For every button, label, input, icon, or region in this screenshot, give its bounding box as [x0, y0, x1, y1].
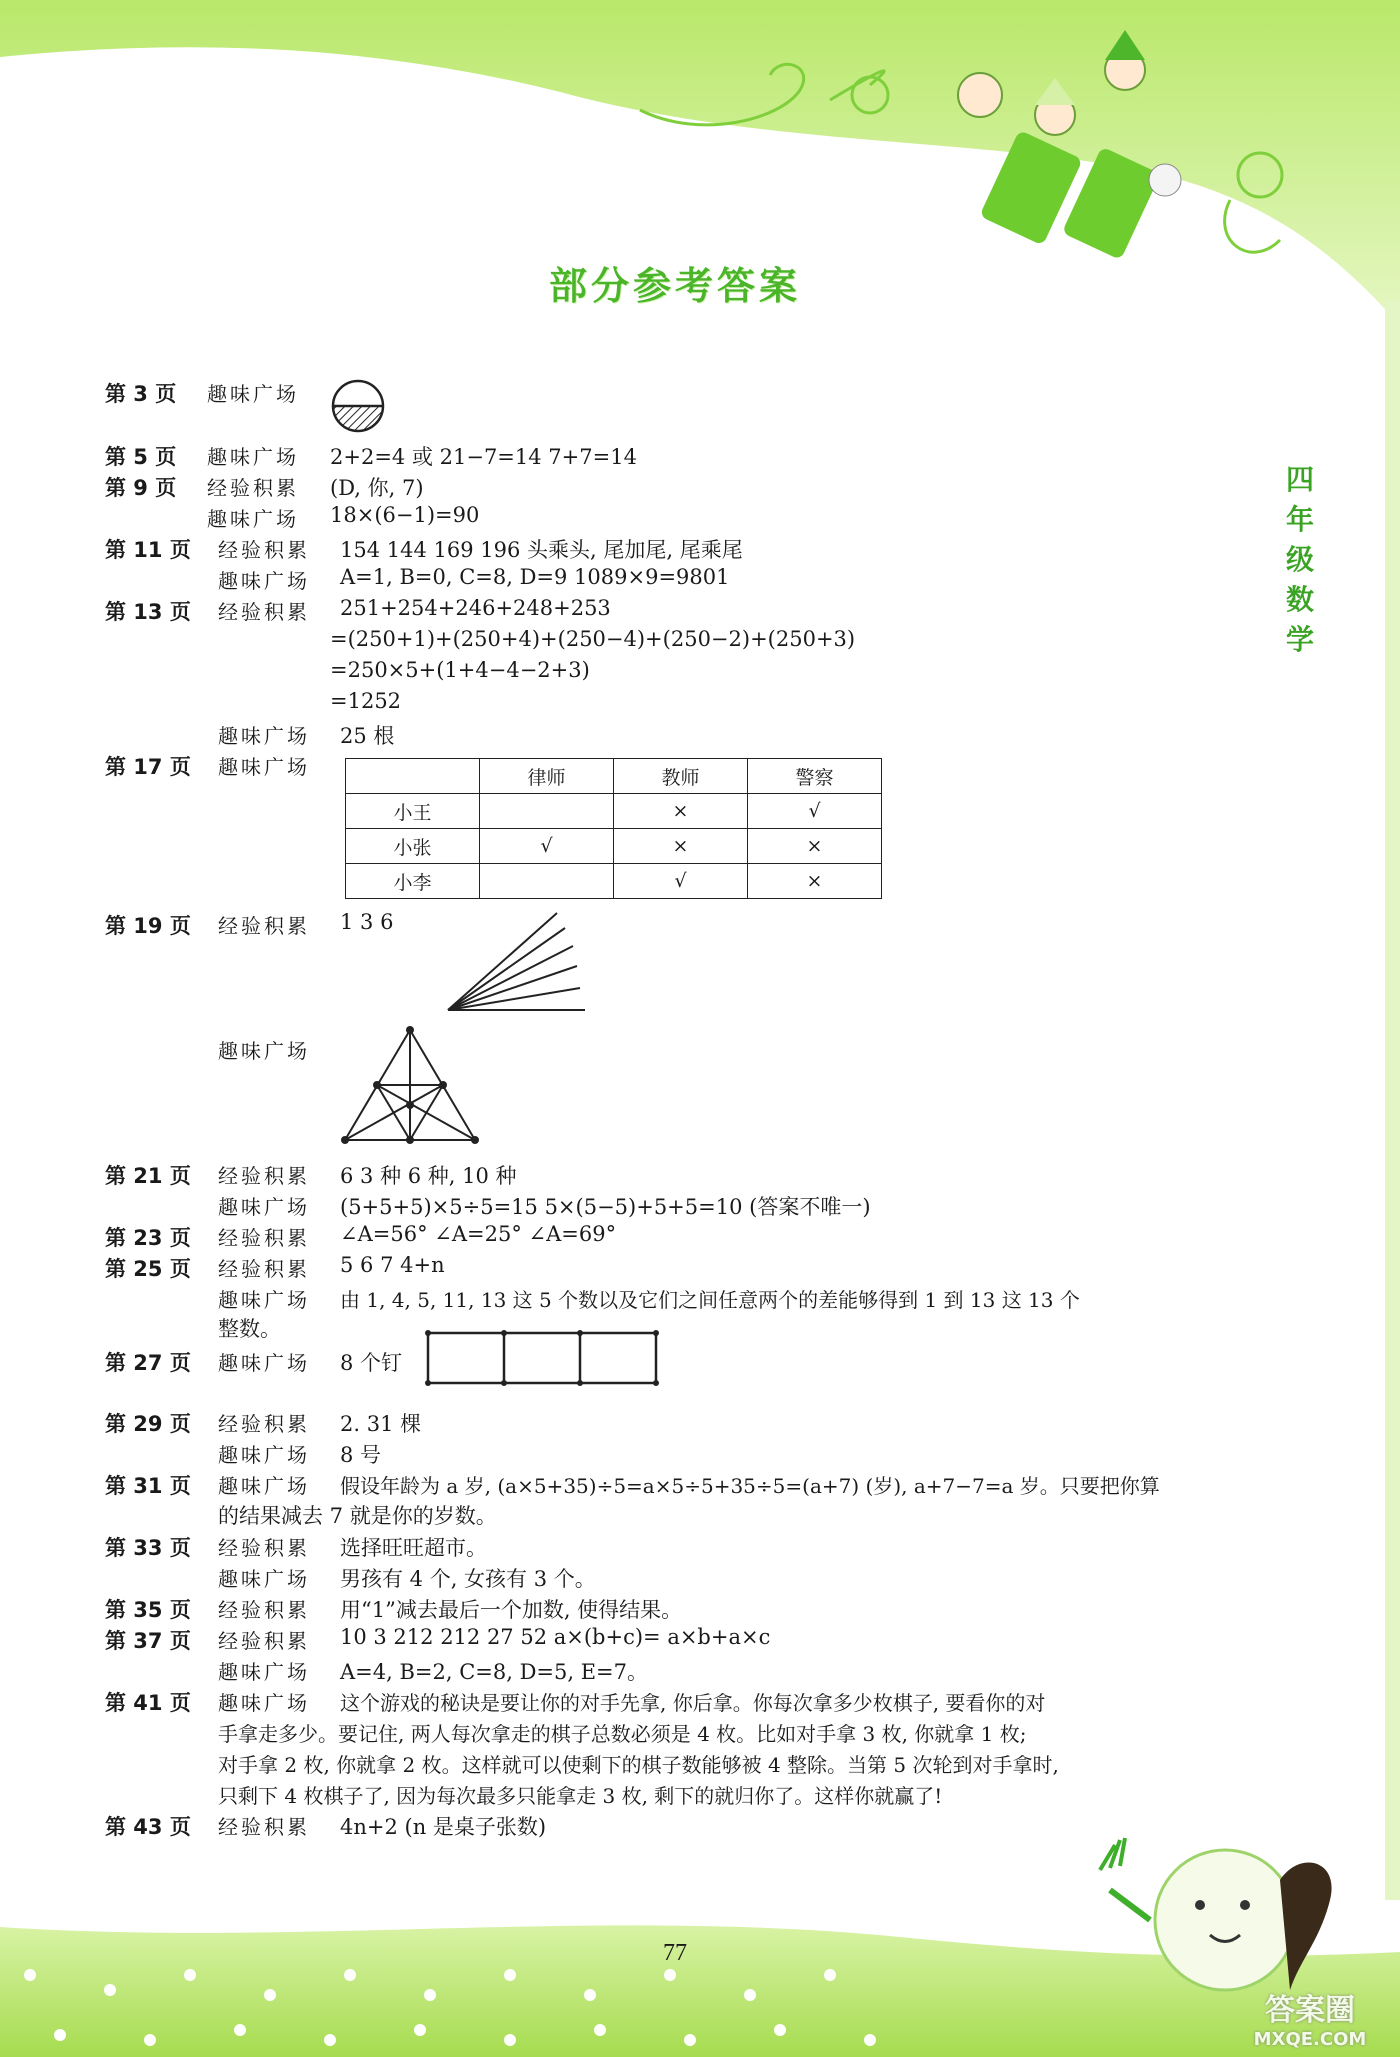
side-label-char: 年	[1285, 503, 1314, 536]
page-ref: 第 13 页	[105, 600, 191, 624]
answer-text: A=1, B=0, C=8, D=9 1089×9=9801	[340, 565, 730, 589]
table-cell: ×	[614, 829, 748, 864]
section-label: 趣味广场	[218, 1288, 310, 1312]
watermark-url: MXQE.COM	[1253, 2029, 1367, 2050]
table-header-row	[346, 759, 882, 794]
triangle-figure	[340, 1025, 480, 1145]
answer-text: 8 个钉	[340, 1351, 403, 1375]
table-cell: 小张	[346, 829, 480, 864]
answer-text: (D, 你, 7)	[330, 476, 424, 500]
side-label-char: 级	[1285, 543, 1314, 576]
section-label: 经验积累	[218, 1257, 310, 1281]
page-title: 部分参考答案	[548, 264, 801, 308]
page-ref: 第 35 页	[105, 1598, 191, 1622]
page-ref: 第 33 页	[105, 1536, 191, 1560]
answer-text: 10 3 212 212 27 52 a×(b+c)= a×b+a×c	[340, 1625, 771, 1649]
page-ref: 第 21 页	[105, 1164, 191, 1188]
section-label: 经验积累	[218, 914, 310, 938]
section-label: 经验积累	[218, 538, 310, 562]
section-label: 趣味广场	[218, 1691, 310, 1715]
section-label: 经验积累	[218, 1815, 310, 1839]
calc-line: =(250+1)+(250+4)+(250−4)+(250−2)+(250+3)	[330, 627, 856, 651]
calc-line: =1252	[330, 689, 402, 713]
table-row	[346, 864, 882, 899]
page-ref: 第 31 页	[105, 1474, 191, 1498]
answer-text: 5 6 7 4+n	[340, 1253, 445, 1277]
side-label-char: 四	[1285, 463, 1314, 496]
answer-text: 假设年龄为 a 岁, (a×5+35)÷5=a×5÷5+35÷5=(a+7) (岁), a+7−7=a 岁。只要把你算	[340, 1474, 1160, 1498]
answer-text: 25 根	[340, 724, 395, 748]
watermark-text: 答案圈	[1265, 1993, 1355, 2028]
answer-paragraph-line: 这个游戏的秘诀是要让你的对手先拿, 你后拿。你每次拿多少枚棋子, 要看你的对	[340, 1691, 1046, 1715]
answer-paragraph-line: 手拿走多少。要记住, 两人每次拿走的棋子总数必须是 4 枚。比如对手拿 3 枚, 你就拿 1 枚;	[218, 1722, 1027, 1746]
page-number: 77	[663, 1940, 687, 1966]
page-ref: 第 29 页	[105, 1412, 191, 1436]
section-label: 趣味广场	[218, 1567, 310, 1591]
table-cell: ×	[614, 794, 748, 829]
answer-text: 154 144 169 196 头乘头, 尾加尾, 尾乘尾	[340, 538, 743, 562]
table-header-cell: 警察	[748, 759, 882, 794]
page-ref: 第 41 页	[105, 1691, 191, 1715]
answer-text: 2. 31 棵	[340, 1412, 422, 1436]
section-label: 经验积累	[218, 600, 310, 624]
section-label: 趣味广场	[218, 569, 310, 593]
page-ref: 第 3 页	[105, 382, 177, 406]
page-ref: 第 23 页	[105, 1226, 191, 1250]
answer-text: 由 1, 4, 5, 11, 13 这 5 个数以及它们之间任意两个的差能够得到 1 到 13 这 13 个	[340, 1288, 1080, 1312]
answer-paragraph-line: 只剩下 4 枚棋子了, 因为每次最多只能拿走 3 枚, 剩下的就归你了。这样你就赢了!	[218, 1784, 943, 1808]
section-label: 趣味广场	[218, 1660, 310, 1684]
section-label: 趣味广场	[218, 1443, 310, 1467]
page-ref: 第 11 页	[105, 538, 191, 562]
answer-text: (5+5+5)×5÷5=15 5×(5−5)+5+5=10 (答案不唯一)	[340, 1195, 871, 1219]
section-label: 趣味广场	[218, 1039, 310, 1063]
answer-text: ∠A=56° ∠A=25° ∠A=69°	[340, 1222, 617, 1246]
page-ref: 第 9 页	[105, 476, 177, 500]
table-cell	[480, 864, 614, 899]
table-cell: √	[748, 794, 882, 829]
table-cell: 小王	[346, 794, 480, 829]
page-ref: 第 19 页	[105, 914, 191, 938]
answer-text-continued: 的结果减去 7 就是你的岁数。	[218, 1504, 497, 1528]
section-label: 经验积累	[218, 1164, 310, 1188]
logic-answer-table	[345, 758, 882, 899]
section-label: 趣味广场	[218, 1474, 310, 1498]
page-ref: 第 25 页	[105, 1257, 191, 1281]
table-row	[346, 829, 882, 864]
section-label: 经验积累	[218, 1226, 310, 1250]
answer-text: 4n+2 (n 是桌子张数)	[340, 1815, 547, 1839]
section-label: 趣味广场	[218, 724, 310, 748]
section-label: 趣味广场	[207, 445, 299, 469]
answer-paragraph-line: 对手拿 2 枚, 你就拿 2 枚。这样就可以使剩下的棋子数能够被 4 整除。当第 5 次轮到对手拿时,	[218, 1753, 1059, 1777]
section-label: 趣味广场	[207, 507, 299, 531]
side-label-char: 数	[1285, 583, 1314, 616]
section-label: 经验积累	[218, 1598, 310, 1622]
page-ref: 第 43 页	[105, 1815, 191, 1839]
answer-text: 18×(6−1)=90	[330, 503, 480, 527]
answer-text: 1 3 6	[340, 910, 394, 934]
watermark-logo	[1225, 1985, 1395, 2050]
section-label: 趣味广场	[218, 755, 310, 779]
page-ref: 第 37 页	[105, 1629, 191, 1653]
section-label: 趣味广场	[207, 382, 299, 406]
answer-text-continued: 整数。	[218, 1317, 281, 1341]
page-ref: 第 17 页	[105, 755, 191, 779]
table-header-cell	[346, 759, 480, 794]
side-grade-label	[1280, 460, 1320, 660]
calc-line: 251+254+246+248+253	[340, 596, 611, 620]
table-cell: √	[480, 829, 614, 864]
section-label: 趣味广场	[218, 1351, 310, 1375]
table-cell: ×	[748, 829, 882, 864]
section-label: 经验积累	[218, 1536, 310, 1560]
answer-text: 2+2=4 或 21−7=14 7+7=14	[330, 445, 637, 469]
nail-squares-figure	[425, 1330, 660, 1386]
answer-text: A=4, B=2, C=8, D=5, E=7。	[340, 1660, 649, 1684]
half-shaded-circle-figure	[330, 378, 386, 434]
table-header-cell: 教师	[614, 759, 748, 794]
table-cell	[480, 794, 614, 829]
table-header-cell: 律师	[480, 759, 614, 794]
section-label: 经验积累	[207, 476, 299, 500]
table-cell: 小李	[346, 864, 480, 899]
side-label-char: 学	[1285, 623, 1314, 656]
section-label: 趣味广场	[218, 1195, 310, 1219]
page-ref: 第 27 页	[105, 1351, 191, 1375]
table-cell: ×	[748, 864, 882, 899]
page-ref: 第 5 页	[105, 445, 177, 469]
table-cell: √	[614, 864, 748, 899]
table-row	[346, 794, 882, 829]
answer-text: 6 3 种 6 种, 10 种	[340, 1164, 517, 1188]
answer-text: 选择旺旺超市。	[340, 1536, 487, 1560]
answer-text: 8 号	[340, 1443, 382, 1467]
answer-text: 男孩有 4 个, 女孩有 3 个。	[340, 1567, 596, 1591]
calc-line: =250×5+(1+4−4−2+3)	[330, 658, 590, 682]
angle-rays-figure	[445, 910, 595, 1015]
section-label: 经验积累	[218, 1629, 310, 1653]
section-label: 经验积累	[218, 1412, 310, 1436]
answer-text: 用“1”减去最后一个加数, 使得结果。	[340, 1598, 683, 1622]
